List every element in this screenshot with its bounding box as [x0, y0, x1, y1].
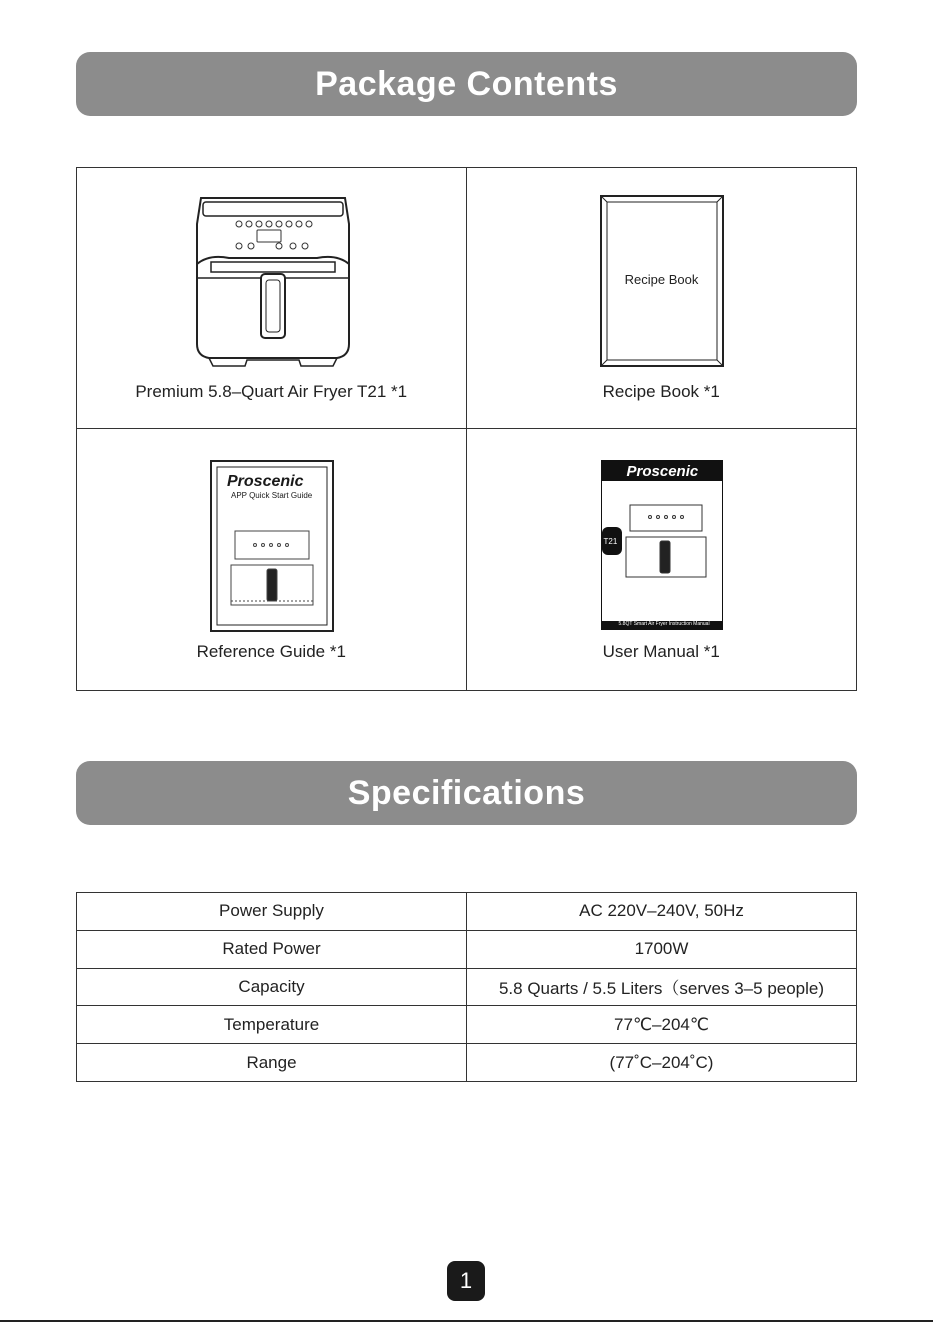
- recipe-book-caption: Recipe Book *1: [602, 382, 720, 401]
- air-fryer-illustration: [189, 194, 357, 370]
- spec-label: Capacity: [77, 968, 467, 1006]
- page-bottom-rule: [0, 1320, 933, 1322]
- recipe-book-cover-text: Recipe Book: [624, 272, 699, 287]
- package-item-user-manual: [467, 429, 857, 690]
- spec-value: AC 220V–240V, 50Hz: [467, 893, 857, 931]
- spec-label: Rated Power: [77, 930, 467, 968]
- package-contents-grid: [76, 167, 857, 691]
- table-row: [77, 1006, 857, 1044]
- reference-guide-subtitle: APP Quick Start Guide: [231, 491, 313, 500]
- spec-value: 77℃–204℃: [467, 1006, 857, 1044]
- specifications-heading: [76, 761, 857, 825]
- spec-value: (77˚C–204˚C): [467, 1044, 857, 1082]
- package-contents-title: Package Contents: [315, 64, 618, 103]
- table-row: [77, 968, 857, 1006]
- user-manual-brand: Proscenic: [626, 463, 699, 480]
- spec-label: Power Supply: [77, 893, 467, 931]
- specifications-title: Specifications: [347, 773, 586, 812]
- page-number: 1: [447, 1261, 485, 1301]
- reference-guide-caption: Reference Guide *1: [196, 642, 346, 661]
- table-row: [77, 930, 857, 968]
- reference-guide-brand: Proscenic: [227, 473, 304, 490]
- spec-value: 1700W: [467, 930, 857, 968]
- spec-label: Range: [77, 1044, 467, 1082]
- user-manual-illustration: [600, 459, 724, 631]
- package-item-air-fryer: [77, 168, 467, 429]
- package-item-reference-guide: [77, 429, 467, 690]
- user-manual-caption: User Manual *1: [602, 642, 720, 661]
- spec-label: Temperature: [77, 1006, 467, 1044]
- table-row: [77, 1044, 857, 1082]
- specifications-table: [76, 892, 857, 1082]
- user-manual-tab: T21: [603, 537, 618, 546]
- spec-value: 5.8 Quarts / 5.5 Liters（serves 3–5 people): [467, 968, 857, 1006]
- user-manual-footer: 5.8QT Smart Air Fryer Instruction Manual: [618, 621, 710, 627]
- package-item-recipe-book: [467, 168, 857, 429]
- package-contents-heading: [76, 52, 857, 116]
- air-fryer-caption: Premium 5.8–Quart Air Fryer T21 *1: [135, 382, 408, 401]
- table-row: [77, 893, 857, 931]
